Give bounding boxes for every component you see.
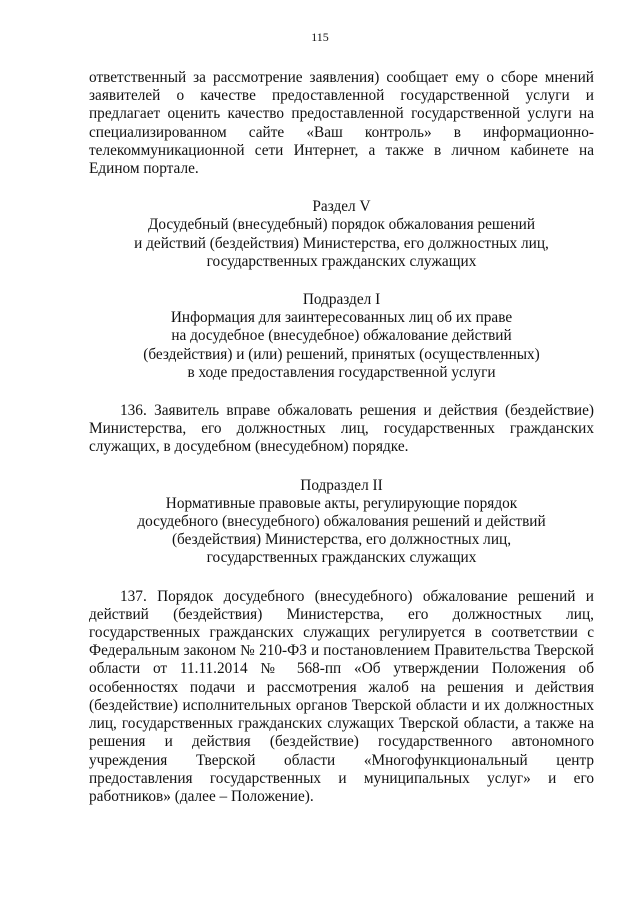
subsection-title-line: государственных гражданских служащих xyxy=(206,549,477,567)
subsection-1-heading xyxy=(89,291,594,382)
section-title-line: государственных гражданских служащих xyxy=(206,252,477,270)
subsection-number: Подраздел I xyxy=(302,291,381,309)
section-title-line: и действий (бездействия) Министерства, его должностных лиц, xyxy=(134,234,549,252)
paragraph-136: 136. Заявитель вправе обжаловать решения и действия (бездействие) Министерства, его должностных лиц, государственных гражданских служащих, в досудебном (внесудебном) порядке. xyxy=(89,402,594,456)
subsection-2-heading xyxy=(89,477,594,568)
subsection-title-line: (бездействия) Министерства, его должностных лиц, xyxy=(171,531,512,549)
section-heading xyxy=(89,198,594,271)
subsection-title-line: на досудебное (внесудебное) обжалование действий xyxy=(171,327,512,345)
subsection-number: Подраздел II xyxy=(300,476,383,494)
section-title-line: Досудебный (внесудебный) порядок обжалования решений xyxy=(147,216,536,234)
document-body xyxy=(89,69,594,806)
subsection-title-line: (бездействия) и (или) решений, принятых (осуществленных) xyxy=(143,345,540,363)
subsection-title-line: Информация для заинтересованных лиц об их праве xyxy=(170,309,513,327)
paragraph-137: 137. Порядок досудебного (внесудебного) обжалование решений и действий (бездействия) Министерства, его должностных лиц, государственных гражданских служащих регулируется в соответствии с Федеральным законом № 210-ФЗ и постановлением Правительства Тверской области от 11.11.2014 № 568-пп «Об утверждении Положения об особенностях подачи и рассмотрения жалоб на решения и действия (бездействие) исполнительных органов Тверской области и их должностных лиц, государственных гражданских служащих Тверской области, а также на решения и действия (бездействие) государственного автономного учреждения Тверской области «Многофункциональный центр предоставления государственных и муниципальных услуг» и его работников» (далее – Положение). xyxy=(89,587,594,805)
opening-paragraph: ответственный за рассмотрение заявления) сообщает ему о сборе мнений заявителей о качестве предоставленной государственной услуги и предлагает оценить качество предоставленной государственной услуги на специализированном сайте «Ваш контроль» в информационно-телекоммуникационной сети Интернет, а также в личном кабинете на Едином портале. xyxy=(89,69,594,178)
subsection-title-line: досудебного (внесудебного) обжалования решений и действий xyxy=(137,513,546,531)
subsection-title-line: в ходе предоставления государственной услуги xyxy=(187,363,496,381)
page-number: 115 xyxy=(311,30,329,44)
section-number: Раздел V xyxy=(312,198,371,216)
subsection-title-line: Нормативные правовые акты, регулирующие порядок xyxy=(165,494,518,512)
